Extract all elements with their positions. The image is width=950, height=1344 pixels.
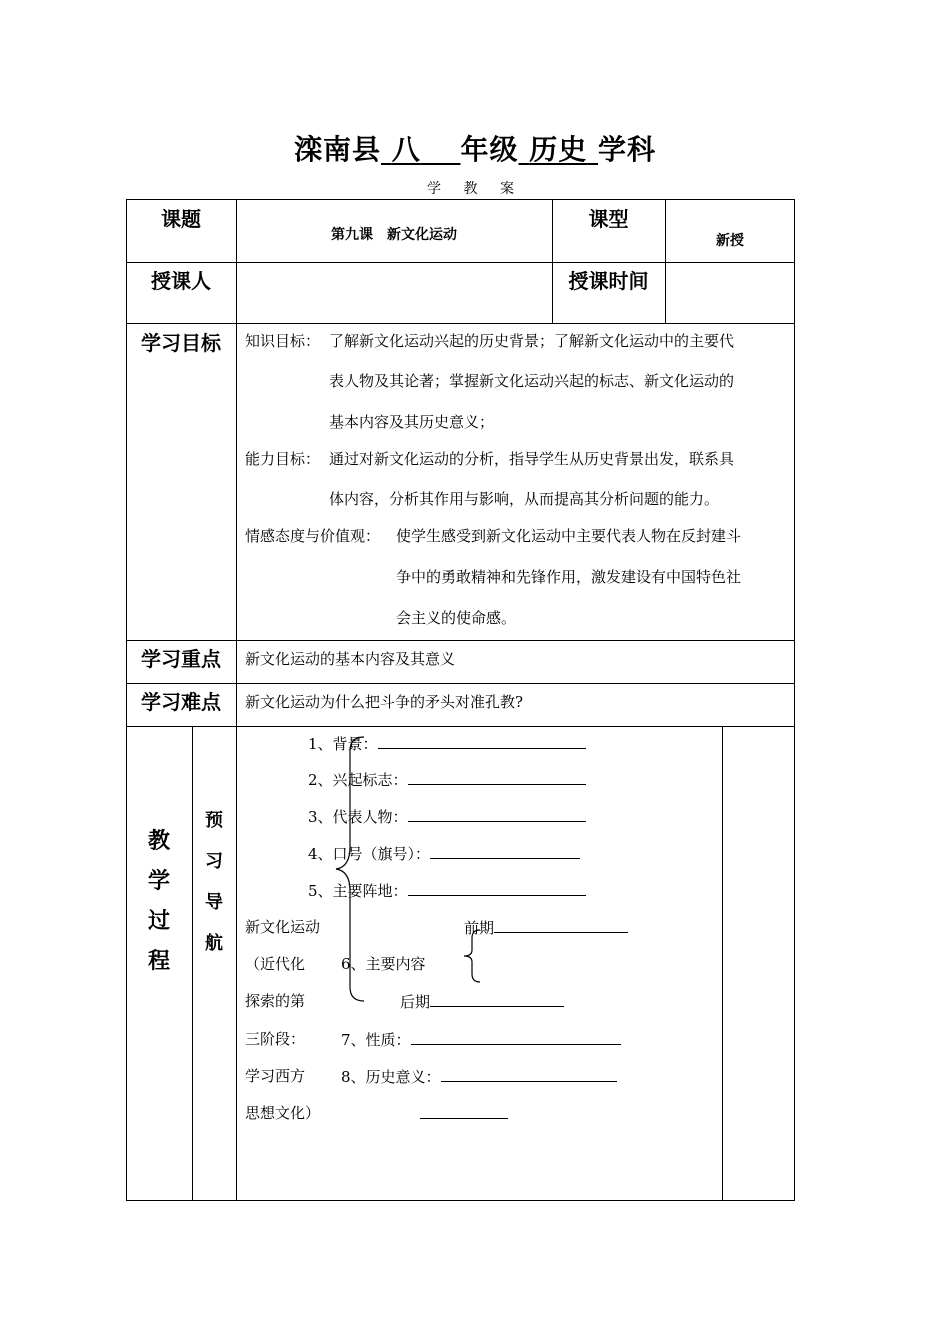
ability-line: 体内容，分析其作用与影响，从而提高其分析问题的能力。 [329,490,720,508]
emotion-line: 争中的勇敢精神和先锋作用，激发建设有中国特色社 [396,568,742,586]
movement-note: （近代化 [245,955,306,973]
item-late: 后期 [400,990,564,1012]
significance-blank-line [420,1102,508,1119]
teacher-label: 授课人 [151,269,211,293]
topic-value: 第九课 新文化运动 [331,227,457,243]
movement-note: 三阶段： [245,1030,306,1048]
type-label: 课型 [588,207,629,231]
item-slogan: 4、口号（旗号）： [308,842,580,864]
small-brace [460,928,486,984]
difficulty-text: 新文化运动为什么把斗争的矛头对准孔教? [245,693,524,711]
movement-note: 探索的第 [245,992,306,1010]
knowledge-line: 基本内容及其历史意义； [329,413,495,431]
key-point-label: 学习重点 [141,647,221,671]
ability-line: 通过对新文化运动的分析，指导学生从历史背景出发，联系具 [329,450,735,468]
ability-label: 能力目标： [245,450,321,468]
type-value: 新授 [716,233,744,249]
knowledge-label: 知识目标： [245,332,321,350]
movement-note: 思想文化） [245,1104,321,1122]
item-base: 5、主要阵地： [308,879,586,901]
goals-label: 学习目标 [141,331,221,355]
item-early: 前期 [464,916,628,938]
key-point-text: 新文化运动的基本内容及其意义 [245,650,456,668]
item-content: 6、主要内容 [341,955,426,973]
item-significance: 8、历史意义： [341,1065,617,1087]
knowledge-line: 表人物及其论著；掌握新文化运动兴起的标志、新文化运动的 [329,372,735,390]
page-subtitle: 学 教 案 [427,181,523,197]
item-people: 3、代表人物： [308,805,586,827]
movement-note: 学习西方 [245,1067,306,1085]
emotion-line: 使学生感受到新文化运动中主要代表人物在反封建斗 [396,527,742,545]
emotion-label: 情感态度与价值观： [245,527,381,545]
process-label: 教 学 过 程 [147,829,170,974]
item-background: 1、背景： [308,732,586,754]
emotion-line: 会主义的使命感。 [396,609,517,627]
movement-note: 新文化运动 [245,918,321,936]
large-brace [330,735,370,1005]
item-nature: 7、性质： [341,1028,621,1050]
item-sign: 2、兴起标志： [308,768,586,790]
topic-label: 课题 [161,207,201,231]
preview-guide-label: 预 习 导 航 [205,810,223,954]
page-title: 滦南县 八 年级 历史 学科 [293,133,657,166]
difficulty-label: 学习难点 [141,690,221,714]
time-label: 授课时间 [568,269,649,293]
knowledge-line: 了解新文化运动兴起的历史背景；了解新文化运动中的主要代 [329,332,735,350]
